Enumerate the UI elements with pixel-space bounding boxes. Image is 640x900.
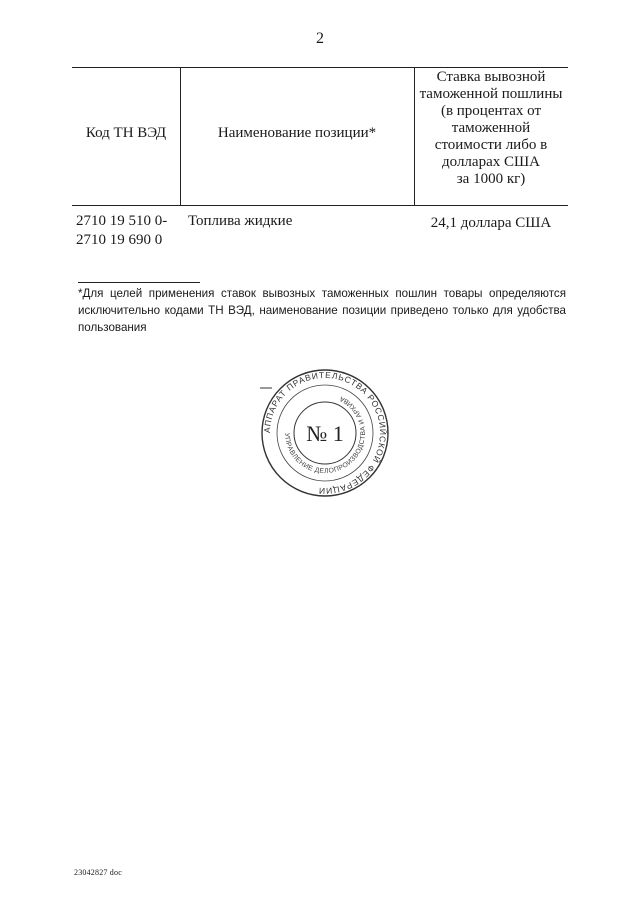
seal-outer-text: АППАРАТ ПРАВИТЕЛЬСТВА РОССИЙСКОЙ ФЕДЕРАЦИИ (261, 369, 389, 497)
table-header-rule (72, 205, 568, 206)
header-rate-line: (в процентах от (440, 103, 542, 119)
code-line: 2710 19 510 0- (76, 213, 168, 229)
code-line: 2710 19 690 0 (76, 232, 163, 248)
seal-inner-text: УПРАВЛЕНИЕ ДЕЛОПРОИЗВОДСТВА И АРХИВА (282, 394, 368, 476)
footnote: *Для целей применения ставок вывозных таможенных пошлин товары определяются исключительно кодами ТН ВЭД, наименование позиции приведено только для удобства пользования (78, 287, 566, 334)
header-rate (414, 69, 568, 188)
header-code: Код ТН ВЭД (85, 125, 167, 141)
header-rate-line: за 1000 кг) (456, 171, 526, 187)
table-top-rule (72, 67, 568, 68)
header-rate-line: стоимости либо в (434, 137, 548, 153)
file-identifier: 23042827 doc (74, 868, 122, 877)
seal-graphic (260, 368, 390, 498)
header-rate-line: таможенной (451, 120, 531, 136)
official-seal (260, 368, 390, 498)
header-name: Наименование позиции* (217, 125, 377, 141)
header-rate-line: долларах США (442, 154, 540, 170)
table-row-code (76, 212, 180, 250)
footnote-rule (78, 282, 200, 283)
table-row-rate: 24,1 доллара США (430, 215, 552, 231)
table-row-name: Топлива жидкие (188, 213, 293, 229)
page-number: 2 (316, 30, 324, 47)
seal-center-text: № 1 (306, 421, 344, 446)
header-rate-line: Ставка вывозной (436, 69, 546, 85)
header-rate-line: таможенной пошлины (419, 86, 563, 102)
